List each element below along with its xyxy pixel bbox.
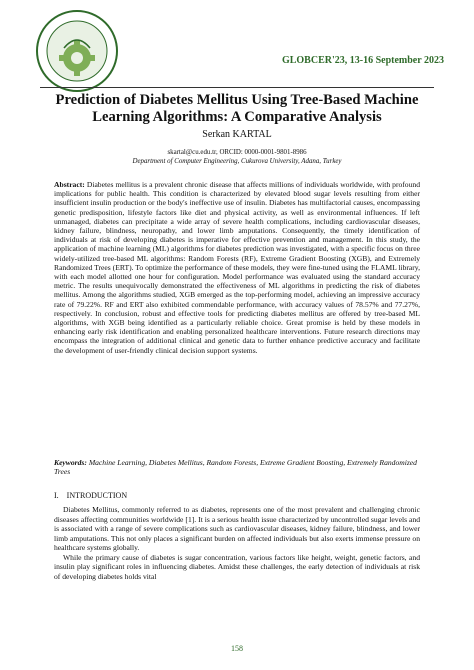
abstract-text: Diabetes mellitus is a prevalent chronic disease that affects millions of individuals worldwide, with profound implications for public health. This condition is characterized by elevated blood sugar levels resulting from either insufficient insulin production or the body's ineffective use of insulin. Diabetes has multifactorial causes, encompassing genetic predisposition, lifestyle factors like diet and physical activity, as well as environmental influences. If left unmanaged, diabetes can precipitate a wide array of severe health complications, including cardiovascular diseases, kidney failure, blindness, neuropathy, and lower limb amputations. Consequently, the timely identification of individuals at risk of developing diabetes is imperative for effective prevention and management. In this study, the application of machine learning (ML) algorithms for diabetes prediction was investigated, with a specific focus on three widely-utilized tree-based ML algorithms: Random Forests (RF), Extreme Gradient Boosting (XGB), and Extremely Randomized Trees (ERT). To optimize the performance of these models, they were fine-tuned using the FLAML library, with each model allotted one hour for configuration. Model performance was evaluated using the standard accuracy metric. The results unequivocally demonstrated the effectiveness of ML algorithms in predicting the risk of diabetes mellitus. Among the algorithms studied, XGB emerged as the top-performing model, achieving an impressive accuracy rate of 79.22%. RF and ERT also exhibited commendable performance, with accuracy values of 78.57% and 77.27%, respectively. In conclusion, robust and effective tools for predicting diabetes mellitus are offered by tree-based ML algorithms, with XGB being identified as a particularly reliable choice. Great promise is held by these models in enhancing early risk identification and enabling personalized healthcare interventions. Future research directions may encompass the integration of additional clinical and genetic data to further enhance predictive accuracy and facilitate the development of user-friendly clinical decision support systems. xyxy=(54,180,420,355)
author-affiliation: Department of Computer Engineering, Cukurova University, Adana, Turkey xyxy=(132,158,342,165)
abstract xyxy=(54,180,420,355)
author-name: Serkan KARTAL xyxy=(202,129,272,140)
page-number: 158 xyxy=(231,644,243,653)
section-heading xyxy=(54,491,127,500)
keywords xyxy=(54,458,420,476)
author-contact xyxy=(40,148,434,166)
paper-title: Prediction of Diabetes Mellitus Using Tree-Based Machine Learning Algorithms: A Comparative Analysis xyxy=(55,92,419,125)
paragraph: While the primary cause of diabetes is sugar concentration, various factors like height, weight, genetic factors, and insulin play significant roles in influencing diabetes. Amidst these challenges, the early detection of individuals at risk of developing diabetes holds vital xyxy=(54,552,420,581)
conference-logo xyxy=(34,8,120,94)
section-title: INTRODUCTION xyxy=(66,491,128,500)
globcer-emblem-icon xyxy=(34,8,120,94)
author-email-orcid: skartal@cu.edu.tr, ORCID: 0000-0001-9801-8986 xyxy=(167,149,307,156)
section-number: I. xyxy=(54,491,59,500)
header-divider xyxy=(40,87,434,88)
introduction-body xyxy=(54,505,420,581)
abstract-label: Abstract: xyxy=(54,180,85,189)
keywords-label: Keywords: xyxy=(54,458,87,467)
keywords-text: Machine Learning, Diabetes Mellitus, Random Forests, Extreme Gradient Boosting, Extremely Randomized Trees xyxy=(54,458,417,477)
conference-name: GLOBCER'23, 13-16 September 2023 xyxy=(281,55,444,66)
paragraph: Diabetes Mellitus, commonly referred to as diabetes, represents one of the most prevalent and challenging chronic diseases affecting communities worldwide [1]. It is a serious health issue characterized by uncontrolled sugar levels and is associated with a range of severe complications such as cardiovascular diseases, kidney failure, blindness, and lower limb amputations. This not only places a significant burden on affected individuals but also exerts immense pressure on healthcare systems globally. xyxy=(54,505,420,552)
